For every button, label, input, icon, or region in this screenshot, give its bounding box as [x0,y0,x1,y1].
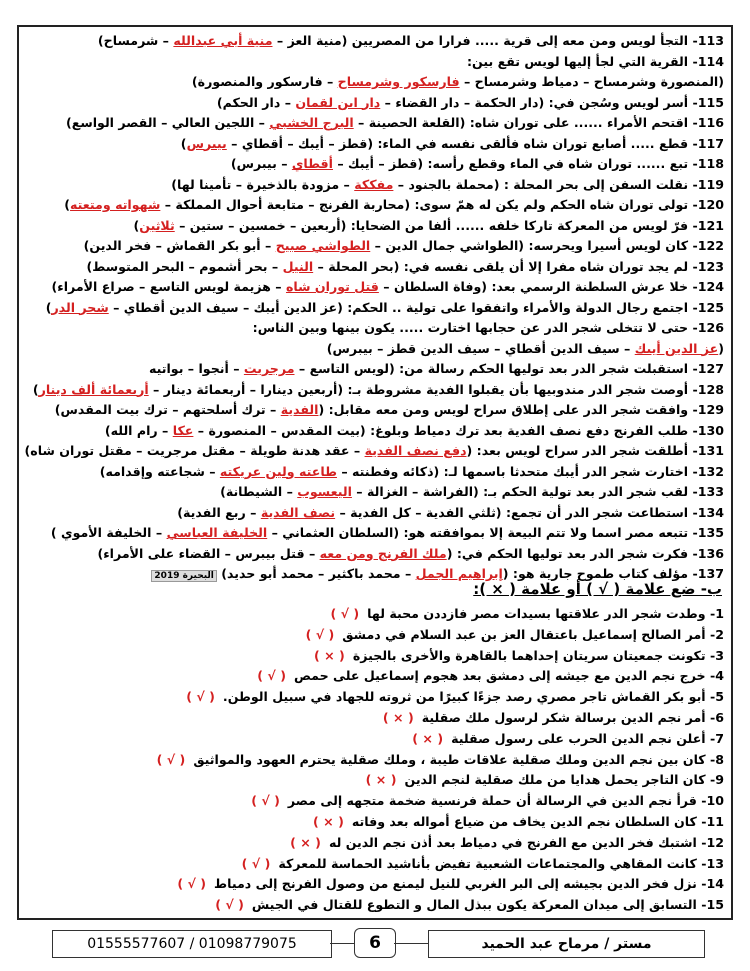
mcq-list [22,31,728,585]
answer: أقطاي [291,156,333,171]
question-129: 129- وافقت شجر الدر على إطلاق سراح لويس ومن معه مقابل: (الفدية – ترك أسلحتهم – ترك بيت المقدس) [54,402,724,417]
tf-item: 14- نزل فخر الدين بجيشه إلى البر الغربي للنيل ليمنع من وصول الفرنج إلى دمياط( √ ) [22,874,728,895]
question-133: 133- لقب شجر الدر بعد تولية الحكم بـ: (الفراشة – الغزالة – اليعسوب – الشيطانة) [220,484,724,499]
question-119: 119- نقلت السفن إلى بحر المحلة : (محملة بالجنود – مفككة – مزودة بالذخيرة – تأمينا لها) [171,176,724,192]
question-132: 132- اختارت شجر الدر أيبك متحدثا باسمها لـ: (ذكائه وفطنته – طاعته ولين عريكته – شجاعته وإقدامه) [99,463,724,479]
question-114: 114- القرية التي لجأ إليها لويس تقع بين: [466,53,724,69]
tf-item: 8- كان بين نجم الدين وملك صقلية علاقات طيبة ، وملك صقلية يحترم العهود والمواثيق( √ ) [22,750,728,771]
answer-mark: ( √ ) [215,897,244,913]
answer-mark: ( √ ) [251,793,280,809]
tf-item: 1- وطدت شجر الدر علاقتها بسيدات مصر فازددن محبة لها( √ ) [22,604,728,625]
question-117: 117- قطع ..... أصابع توران شاه فألقى نفسه في الماء: (قطز – أيبك – أقطاي – بيبرس) [180,135,724,151]
answer: دار ابن لقمان [295,94,381,110]
answer: قتل توران شاه [285,279,379,294]
question-120: 120- تولى توران شاه الحكم ولم يكن له همّ سوى: (محاربة الفرنج – متابعة أحوال المملكة – شهواته ومتعته) [64,197,724,212]
answer-mark: ( × ) [313,647,345,663]
answer: إبراهيم الجمل [415,566,503,581]
question-127: 127- استقبلت شجر الدر بعد توليها الحكم رسالة من: (لويس التاسع – مرجريت – أنجوا – بواتيه [148,361,724,376]
answer: اليعسوب [297,484,352,499]
tf-item: 15- التسابق إلى ميدان المعركة يكون ببذل المال و التطوع للقتال في الجيش( √ ) [22,895,728,916]
question-124: 124- خلا عرش السلطنة الرسمي بعد: (وفاة السلطان – قتل توران شاه – هزيمة لويس التاسع – صراع الأمراء) [51,279,724,294]
answer: أربعمائة ألف دينار [38,381,149,397]
tf-item: 4- خرج نجم الدين مع جيشه إلى دمشق بعد هجوم إسماعيل على حمص( √ ) [22,666,728,687]
tf-item: 9- كان التاجر يحمل هدايا من ملك صقلية لنجم الدين( × ) [22,770,728,791]
tf-item: 7- أعلن نجم الدين الحرب على رسول صقلية( × ) [22,729,728,750]
page-number: 6 [354,928,396,958]
footer-author: مستر / مرماح عبد الحميد [428,930,705,958]
answer: ثلاثين [139,217,175,233]
tf-item: 6- أمر نجم الدين برسالة شكر لرسول ملك صقلية( × ) [22,708,728,729]
section-b-title: ب- ضع علامة ( √ ) أو علامة ( × ): [473,580,722,598]
answer-mark: ( × ) [313,813,344,829]
answer-mark: ( × ) [365,772,397,788]
question-136: 136- فكرت شجر الدر بعد توليها الحكم في: (ملك الفرنج ومن معه – قتل بيبرس – القضاء على الأمراء) [97,545,724,561]
question-134: 134- استطاعت شجر الدر أن تجمع: (ثلثي الفدية – كل الفدية – نصف الفدية – ربع الفدية) [177,504,724,520]
answer-mark: ( × ) [382,709,414,725]
footer-phones: 01555577607 / 01098779075 [52,930,332,958]
answer: ملك الفرنج ومن معه [319,545,447,561]
answer-mark: ( √ ) [305,626,335,642]
question-122: 122- كان لويس أسيرا ويحرسه: (الطواشي جمال الدين – الطواشي صبيح – أبو بكر القماش – فخر الدين) [83,238,724,253]
answer: نصف الفدية [260,504,336,520]
question-118: 118- تبع ...... توران شاه في الماء وقطع رأسه: (قطز – أيبك – أقطاي – بيبرس) [230,156,724,171]
answer: البرج الخشبي [269,115,354,130]
answer: الطواشي صبيح [275,238,371,253]
answer-mark: ( √ ) [330,606,360,621]
question-131: 131- أطلقت شجر الدر سراح لويس بعد: (دفع نصف الفدية – عقد هدنة طويلة – مقتل مرجريت – مقتل توران شاه) [24,443,724,458]
question-126-options: (عز الدين أيبك – سيف الدين أقطاي – سيف الدين قطز – بيبرس) [326,340,724,356]
answer: منية أبي عبدالله [173,33,273,48]
question-121: 121- فرّ لويس من المعركة تاركا خلفه ...... ألفا من الضحايا: (أربعين – خمسين – ستين – ثلاثين) [133,217,724,233]
answer-mark: ( √ ) [241,855,271,871]
question-137: 137- مؤلف كتاب طموح جارية هو: (إبراهيم الجمل – محمد باكثير – محمد أبو حديد) البحيرة 2019 [22,564,728,585]
tf-item: 3- تكونت جمعيتان سريتان إحداهما بالقاهرة والأخرى بالجيزة( × ) [22,646,728,667]
answer: مرجريت [243,361,295,376]
exam-stamp: البحيرة 2019 [151,570,216,582]
question-115: 115- أسر لويس وسُجن في: (دار الحكمة – دار القضاء – دار ابن لقمان – دار الحكم) [216,94,724,110]
footer-divider [394,943,428,944]
footer-divider [330,943,354,944]
tf-item: 12- اشتبك فخر الدين مع الفرنج في دمياط بعد أذن نجم الدين له( × ) [22,833,728,854]
answer: شجر الدر [51,299,109,315]
tf-item: 2- أمر الصالح إسماعيل باعتقال العز بن عبد السلام في دمشق( √ ) [22,625,728,646]
answer: النيل [282,258,314,274]
tf-item: 11- كان السلطان نجم الدين يخاف من ضياع أمواله بعد وفاته( × ) [22,812,728,833]
answer-mark: ( √ ) [156,751,186,767]
answer: عز الدين أيبك [634,340,719,356]
answer: الفدية [280,402,319,417]
question-114-options: (المنصورة وشرمساح – دمياط وشرمساح – فارسكور وشرمساح – فارسكور والمنصورة) [191,74,724,89]
true-false-list [22,604,728,916]
tf-item: 5- أبو بكر القماش تاجر مصري رصد جزءًا كبيرًا من ثروته للجهاد في سبيل الوطن.( √ ) [22,687,728,708]
answer: بيبرس [186,135,227,151]
answer: دفع نصف الفدية [364,443,467,458]
answer: فارسكور وشرمساح [337,74,460,89]
question-116: 116- اقتحم الأمراء ...... على توران شاه: (القلعة الحصينة – البرج الخشبي – اللجين العالي – القصر الواسع) [66,115,724,130]
answer: شهواته ومتعته [70,197,161,212]
answer: طاعته ولين عريكته [219,463,337,479]
question-125: 125- اجتمع رجال الدولة والأمراء واتفقوا على تولية .. الحكم: (عز الدين أيبك – سيف الدين أقطاي – شجر الدر) [45,299,724,315]
answer: عكا [172,422,194,438]
question-130: 130- طلب الفرنج دفع نصف الفدية بعد ترك دمياط وبلوغ: (بيت المقدس – المنصورة – عكا – رام الله) [104,422,724,438]
question-123: 123- لم يجد توران شاه مفرا إلا أن يلقى نفسه في: (بحر المحلة – النيل – بحر أشموم – البحر المتوسط) [86,258,724,274]
question-113: 113- التجأ لويس ومن معه إلى قرية ..... فرارا من المصريين (منية العز – منية أبي عبدالله – شرمساح) [97,33,724,48]
answer-mark: ( √ ) [257,668,286,684]
question-135: 135- تتبعه مصر اسما ولا تتم البيعة إلا بموافقته هو: (السلطان العثماني – الخليفة العباسي – الخليفة الأموي ) [50,525,724,540]
answer-mark: ( √ ) [177,876,207,892]
answer-mark: ( × ) [412,730,444,746]
question-128: 128- أوصت شجر الدر مندوبيها بأن يقبلوا الفدية مشروطة بـ: (أربعين دينارا – أربعمائة دينار – أربعمائة ألف دينار) [32,381,724,397]
tf-item: 10- قرأ نجم الدين في الرسالة أن حملة فرنسية ضخمة متجهه إلى مصر( √ ) [22,791,728,812]
tf-item: 13- كانت المقاهي والمجتماعات الشعبية تفيض بأناشيد الحماسة للمعركة( √ ) [22,854,728,875]
answer-mark: ( √ ) [186,689,215,705]
answer: مفككة [354,176,394,192]
answer-mark: ( × ) [290,834,321,850]
question-126: 126- حتى لا تتخلى شجر الدر عن حجابها اختارت ..... يكون بينها وبين الناس: [252,320,724,335]
answer: الخليفة العباسي [166,525,268,540]
